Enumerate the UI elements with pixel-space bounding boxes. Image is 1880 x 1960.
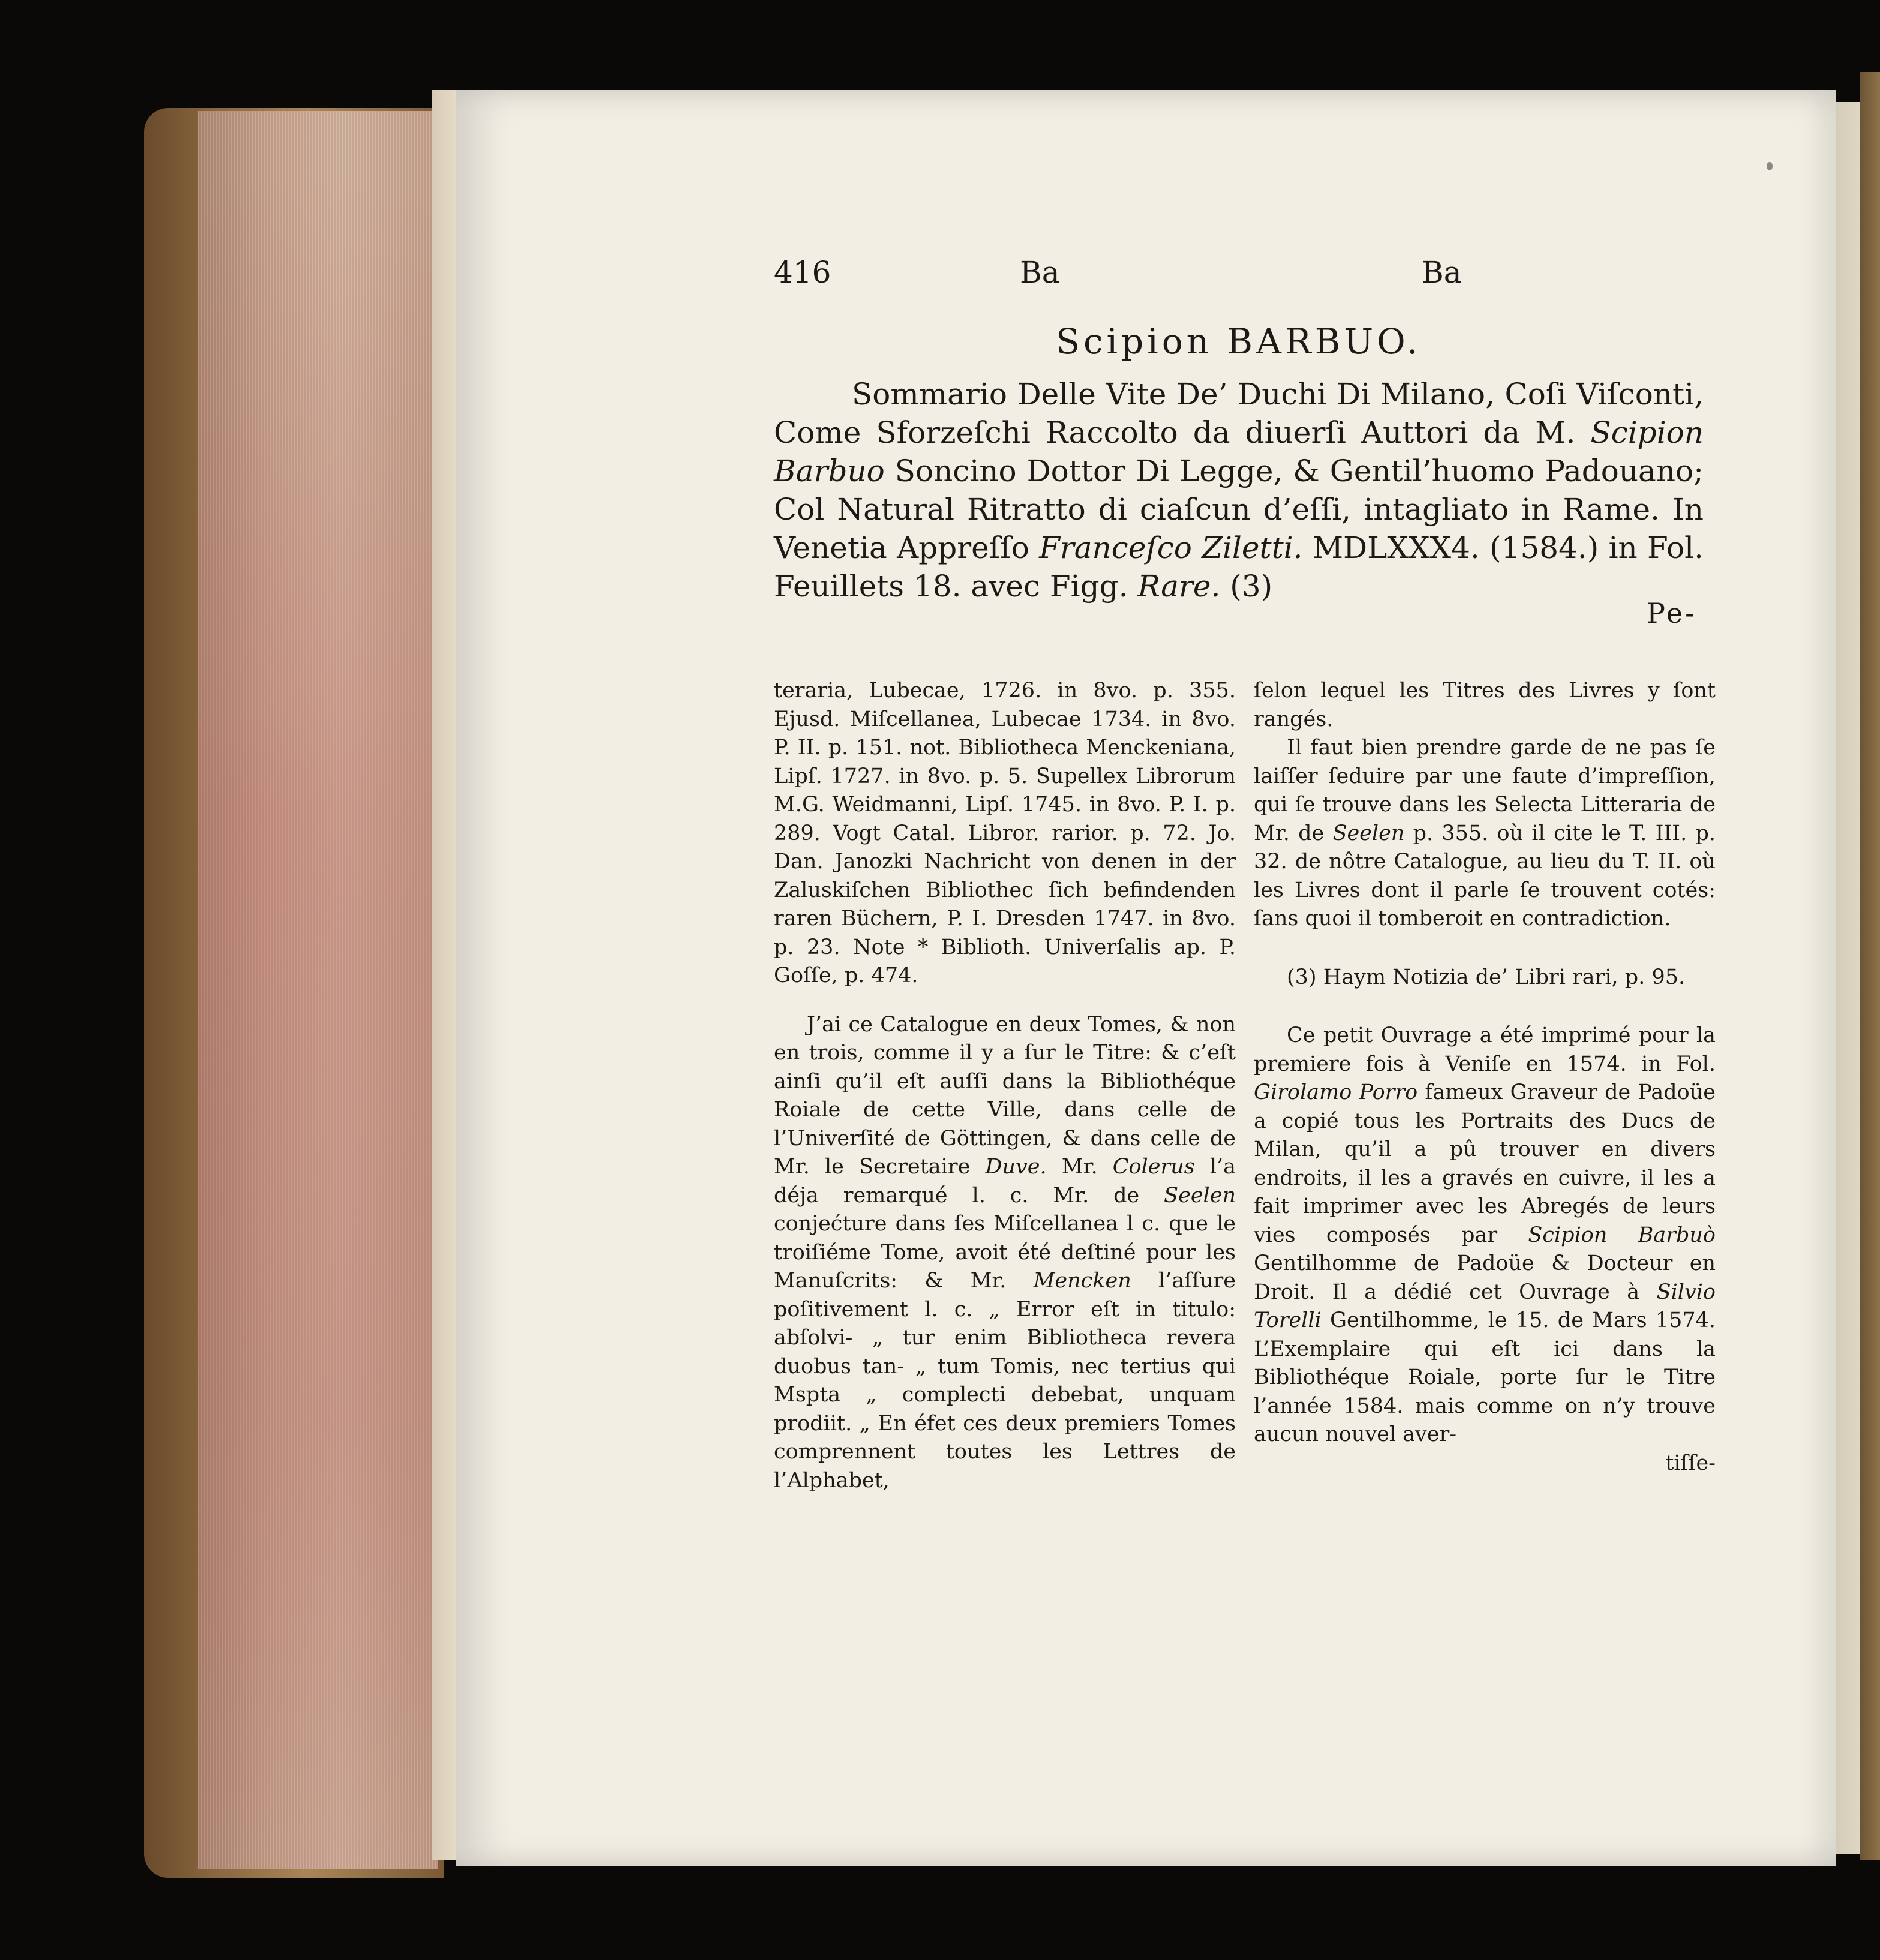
- paragraph: ſelon lequel les Titres des Livres y ſont rangés.: [1254, 679, 1716, 731]
- catchword-bottom: tiſſe-: [1665, 1451, 1716, 1475]
- entry-italic: Scipion Barbuo: [774, 415, 1704, 488]
- paragraph: Ce petit Ouvrage a été imprimé pour la premiere fois à Veniſe en 1574. in Fol. Girolamo Porro fameux Graveur de Padoüe a copié tous les Portraits des Ducs de Milan, qu’il a pû trouver en divers endroits, il les a gravés en cuivre, il les a fait imprimer avec les Abregés de leurs vies composés par Scipion Barbuò Gentilhomme de Padoüe & Docteur en Droit. Il a dédié cet Ouvrage à Silvio Torelli Gentilhomme, le 15. de Mars 1574. L’Exemplaire qui eſt ici dans la Bibliothéque Roiale, porte ſur le Titre l’année 1584. mais comme on n’y trouve aucun nouvel aver-: [1254, 1023, 1716, 1446]
- right-column: [1254, 677, 1716, 1478]
- page-edges: [198, 111, 438, 1869]
- entry-italic: Franceſco Ziletti.: [1039, 530, 1303, 565]
- entry-text: (3): [1220, 569, 1273, 604]
- paragraph: J’ai ce Catalogue en deux Tomes, & non en trois, comme il y a ſur le Titre: & c’eſt ainſi qu’il eſt auſſi dans la Bibliothéque Roiale de cette Ville, dans celle de l’Univerſité de Göttingen, & dans celle de Mr. le Secretaire Duve. Mr. Colerus l’a déja remarqué l. c. Mr. de Seelen conjećture dans ſes Miſcellanea l c. que le troiſiéme Tome, avoit été deſtiné pour les Manuſcrits: & Mr. Mencken l’aſſure poſitivement l. c. „ Error eſt in titulo: abſolvi- „ tur enim Bibliotheca revera duobus tan- „ tum Tomis, nec tertius qui Mspta „ complecti debebat, unquam prodiit. „ En éfet ces deux premiers Tomes comprennent toutes les Lettres de l’Alphabet,: [774, 1012, 1236, 1493]
- entry-text: Soncino Dottor Di Legge, & Gentil’huomo Padouano; Col Natural Ritratto di ciaſcun d’eſſi, intagliato in Rame. In Venetia Appreſſo: [774, 454, 1704, 565]
- bibliographic-entry: [774, 375, 1704, 605]
- book-cover-right: [1860, 72, 1880, 1860]
- entry-text: Sommario Delle Vite De’ Duchi Di Milano, Coſi Viſconti, Come Sforzeſchi Raccolto da diuerſi Auttori da M.: [774, 377, 1704, 450]
- running-head-left: Ba: [1020, 255, 1060, 290]
- catchword-top: Pe-: [1647, 597, 1697, 629]
- entry-text: MDLXXX4. (1584.) in Fol. Feuillets 18. avec Figg.: [774, 530, 1704, 604]
- footnote: (3) Haym Notizia de’ Libri rari, p. 95.: [1287, 965, 1686, 989]
- page-number: 416: [774, 255, 831, 290]
- running-header: [774, 255, 1462, 303]
- running-head-right: Ba: [1422, 255, 1462, 290]
- entry-italic: Rare.: [1137, 569, 1221, 604]
- paragraph: Il faut bien prendre garde de ne pas ſe laiſſer ſeduire par une faute d’impreſſion, qui ſe trouve dans les Selecta Litteraria de Mr. de Seelen p. 355. où il cite le T. III. p. 32. de nôtre Catalogue, au lieu du T. II. où les Livres dont il parle ſe trouvent cotés: ſans quoi il tomberoit en contradiction.: [1254, 736, 1716, 931]
- paragraph: teraria, Lubecae, 1726. in 8vo. p. 355. Ejusd. Miſcellanea, Lubecae 1734. in 8vo. P. II. p. 151. not. Bibliotheca Menckeniana, Lipſ. 1727. in 8vo. p. 5. Supellex Librorum M.G. Weidmanni, Lipſ. 1745. in 8vo. P. I. p. 289. Vogt Catal. Libror. rarior. p. 72. Jo. Dan. Janozki Nachricht von denen in der Zaluskiſchen Bibliothec ſich befindenden raren Büchern, P. I. Dresden 1747. in 8vo. p. 23. Note * Biblioth. Univerſalis ap. P. Goſſe, p. 474.: [774, 679, 1236, 987]
- entry-author-heading: Scipion BARBUO.: [1056, 321, 1422, 362]
- left-column: [774, 677, 1236, 1495]
- paper-speck: [1767, 162, 1773, 170]
